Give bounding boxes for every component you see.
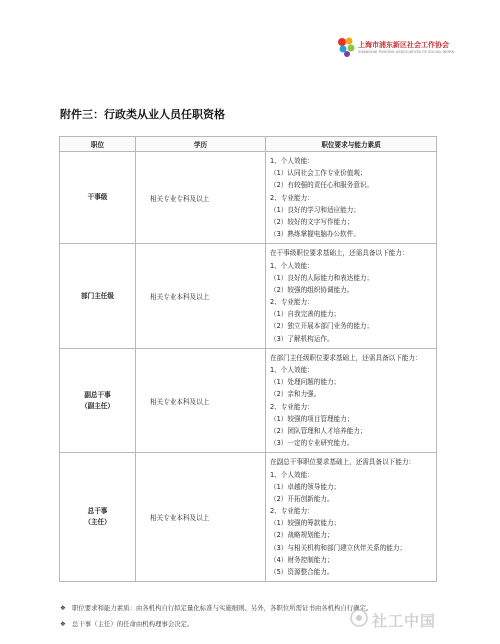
requirement-line: 2、专业能力： (270, 193, 314, 202)
document-title: 附件三：行政类从业人员任职资格 (60, 108, 225, 121)
requirement-line: （2）独立开展本部门业务的能力； (270, 322, 374, 331)
education-cell: 相关专业本科及以上 (136, 453, 266, 582)
table-row (60, 152, 437, 244)
header-requirements: 职位要求与能力素质 (266, 137, 437, 152)
requirement-line: （2）团队管理和人才培养能力； (270, 426, 367, 435)
footnote-text: 职位要求和能力素质：由各机构自行拟定量化标准与实施细则。另外，各职位所需证书由各机构自行确定。 (72, 604, 373, 612)
requirement-line: （2）较强的组织协调能力。 (270, 285, 354, 294)
watermark-logo-icon (350, 609, 368, 627)
footnote-text: 总干事（主任）的任命由机构理事会决定。 (72, 620, 194, 628)
requirements-cell (266, 244, 437, 349)
requirement-line: （2）开拓创新能力。 (270, 494, 334, 503)
requirement-line: 1、个人效能： (270, 470, 314, 479)
requirement-line: （1）较强的项目管理能力； (270, 414, 354, 423)
requirement-line: 2、专业能力： (270, 402, 314, 411)
header-education: 学历 (136, 137, 266, 152)
table-row (60, 453, 437, 582)
requirement-line: （1）良好的学习和适应能力； (270, 205, 360, 214)
requirement-line: 1、个人效能： (270, 366, 314, 374)
requirement-line: （2）亲和力强。 (270, 390, 321, 399)
qualification-table (59, 136, 437, 582)
requirements-cell (266, 152, 437, 244)
table-row (60, 244, 437, 349)
position-cell (60, 152, 136, 244)
position-name: 副总干事 (84, 390, 111, 399)
requirement-line: （1）认同社会工作专业价值观； (270, 169, 367, 178)
logo-name-en: SHANGHAI PUDONG ASSOCIATION OF SOCIAL WORK (358, 50, 455, 54)
table-header-row (60, 137, 437, 152)
footnote-item (60, 600, 372, 616)
requirement-line: （3）与相关机构和部门建立伙伴关系的能力； (270, 543, 407, 552)
requirement-line: （3）了解机构运作。 (270, 334, 334, 343)
requirement-line: 1、个人效能： (270, 261, 314, 270)
requirement-line: 2、专业能力： (270, 507, 314, 516)
requirements-cell (266, 348, 437, 453)
requirement-line: （1）卓越的领导能力； (270, 482, 341, 491)
requirement-line: （1）处理问题的能力； (270, 378, 341, 387)
diamond-bullet-icon: ❖ (60, 604, 66, 612)
requirement-line: （1）自我完善的能力； (270, 310, 341, 319)
requirement-line: （5）资源整合能力。 (270, 568, 334, 576)
position-name: （副主任） (81, 401, 114, 410)
requirement-line: （2）战略规划能力； (270, 531, 334, 540)
position-name: 干事级 (87, 193, 108, 202)
requirement-line: 2、专业能力： (270, 298, 314, 307)
logo-name-cn: 上海市浦东新区社会工作协会 (358, 41, 449, 49)
footnote-item (60, 616, 372, 632)
requirement-line: （3）一定的专业研究能力。 (270, 439, 354, 448)
requirement-line: （2）有较强的责任心和服务意识。 (270, 181, 374, 190)
requirement-line: （4）财务控制能力； (270, 555, 334, 564)
requirement-line: （1）较强的筹款能力； (270, 519, 341, 528)
requirement-line: （1）良好的人际能力和表达能力； (270, 273, 374, 282)
position-name: 总干事 (87, 507, 108, 516)
education-cell: 相关专业专科及以上 (136, 152, 266, 244)
requirement-line: （3）熟练掌握电脑办公软件。 (270, 230, 360, 239)
position-cell (60, 453, 136, 582)
requirements-cell (266, 453, 437, 582)
education-cell: 相关专业本科及以上 (136, 244, 266, 349)
requirement-line: 在部门主任级职位要求基础上，还需具备以下能力： (270, 353, 422, 362)
position-cell (60, 348, 136, 453)
position-cell (60, 244, 136, 349)
watermark: 社工中国 (372, 612, 437, 630)
footnotes (60, 600, 372, 632)
flower-logo-icon (336, 36, 356, 58)
association-logo (336, 36, 466, 60)
requirement-line: 在副总干事职位要求基础上，还需具备以下能力： (270, 458, 416, 467)
diamond-bullet-icon: ❖ (60, 620, 66, 628)
position-name: （主任） (84, 518, 111, 527)
requirement-line: 在干事级职位要求基础上，还需具备以下能力： (270, 249, 409, 258)
education-cell: 相关专业本科及以上 (136, 348, 266, 453)
requirement-line: 1、个人效能： (270, 157, 314, 165)
table-row (60, 348, 437, 453)
position-name: 部门主任级 (81, 291, 114, 300)
header-position: 职位 (60, 137, 136, 152)
requirement-line: （2）较好的文字写作能力； (270, 217, 354, 226)
